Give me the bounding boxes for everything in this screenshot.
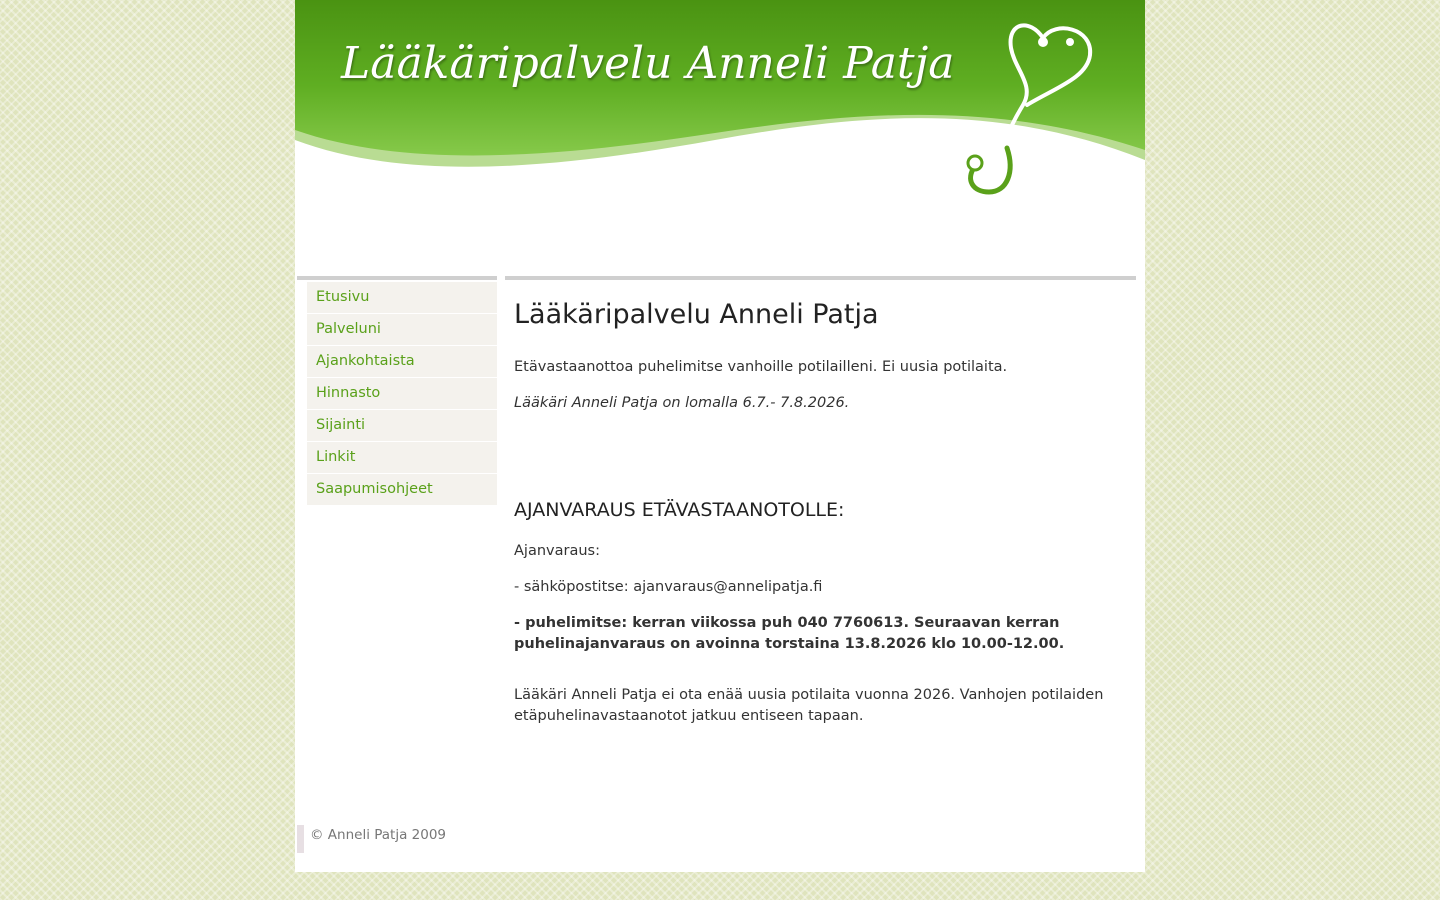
nav-item-palveluni[interactable]: Palveluni — [307, 314, 497, 346]
closing-note: Lääkäri Anneli Patja ei ota enää uusia potilaita vuonna 2026. Vanhojen potilaiden etäpuhelinavastaanotot jatkuu entiseen tapaan. — [514, 687, 1104, 724]
booking-label: Ajanvaraus: — [514, 543, 600, 559]
page-title: Lääkäripalvelu Anneli Patja — [514, 299, 879, 330]
intro-text: Etävastaanottoa puhelimitse vanhoille potilailleni. Ei uusia potilaita. — [514, 359, 1008, 375]
site-logo[interactable]: Lääkäripalvelu Anneli Patja — [341, 38, 955, 89]
booking-email: - sähköpostitse: ajanvaraus@annelipatja.fi — [514, 579, 823, 595]
page-container — [295, 0, 1145, 872]
booking-heading: AJANVARAUS ETÄVASTAANOTOLLE: — [514, 499, 845, 521]
copyright-text: © Anneli Patja 2009 — [310, 827, 447, 843]
nav-item-linkit[interactable]: Linkit — [307, 442, 497, 474]
nav-item-etusivu[interactable]: Etusivu — [307, 282, 497, 314]
main-navigation — [307, 282, 497, 506]
main-content — [505, 276, 1136, 727]
site-header — [295, 0, 1145, 270]
nav-item-sijainti[interactable]: Sijainti — [307, 410, 497, 442]
nav-item-hinnasto[interactable]: Hinnasto — [307, 378, 497, 410]
booking-phone: - puhelimitse: kerran viikossa puh 040 7760613. Seuraavan kerran puhelinajanvaraus on avoinna torstaina 13.8.2026 klo 10.00-12.00. — [514, 615, 1065, 652]
nav-item-ajankohtaista[interactable]: Ajankohtaista — [307, 346, 497, 378]
sidebar — [297, 276, 497, 506]
vacation-note: Lääkäri Anneli Patja on lomalla 6.7.- 7.8.2026. — [514, 395, 850, 411]
nav-item-saapumisohjeet[interactable]: Saapumisohjeet — [307, 474, 497, 506]
footer-accent-bar — [297, 825, 304, 853]
